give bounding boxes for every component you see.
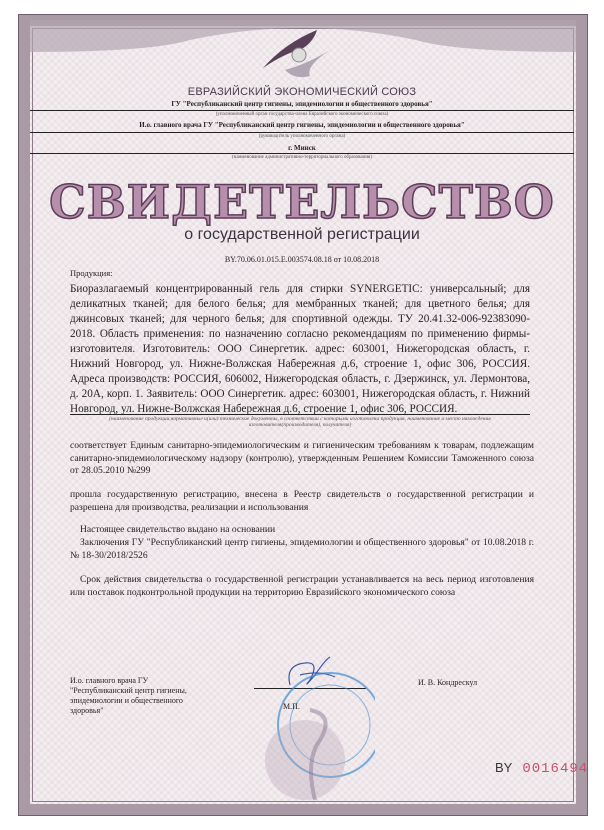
authority-name: ГУ "Республиканский центр гигиены, эпидемиологии и общественного здоровья" <box>171 100 433 108</box>
divider <box>70 414 530 415</box>
divider <box>30 132 574 133</box>
product-caption: (наименование продукции,нормативные и(или) технические документы, в соответствии с которыми изготовлена продукция, наименование и место нахождения изготовителя(производителя), получателя) <box>109 416 491 428</box>
eaeu-logo <box>255 28 345 83</box>
signer-position: И.о. главного врача ГУ "Республиканский центр гигиены, эпидемиологии и общественного здоровья" <box>70 676 187 715</box>
validity-text: Срок действия свидетельства о государственной регистрации устанавливается на весь период изготовления или поставок подконтрольной продукции на территорию Евразийского экономического союза <box>70 574 534 598</box>
head-caption: (руководитель уполномоченного органа) <box>258 134 346 139</box>
city-name: г. Минск <box>288 144 316 152</box>
serial-number <box>495 760 588 777</box>
city-caption: (наименование административно-территориального образования) <box>231 155 372 160</box>
serial-prefix: BY <box>495 760 513 775</box>
official-seal <box>255 670 375 820</box>
stamp-label: М.П. <box>283 702 300 711</box>
registration-text: прошла государственную регистрацию, внесена в Реестр свидетельств о государственной регистрации и разрешена для производства, реализации и использования <box>70 489 534 513</box>
product-label: Продукция: <box>70 268 113 278</box>
authority-caption: (уполномоченный орган государства-члена Евразийского экономического союза) <box>215 112 389 117</box>
document-subtitle: о государственной регистрации <box>184 226 420 243</box>
head-name: И.о. главного врача ГУ "Республиканский центр гигиены, эпидемиологии и общественного здоровья" <box>139 121 465 129</box>
product-description: Биоразлагаемый концентрированный гель для стирки SYNERGETIC: универсальный; для деликатных тканей; для белого белья; для мембранных тканей; для цветного белья; для джинсовых тканей; для черного белья; для спортивной одежды. ТУ 20.41.32-006-92383090-2018. Область применения: по назначению согласно рекомендациям по применению фирмы-изготовителя. Изготовитель: ООО Синергетик. адрес: 603001, Нижегородская область, г. Нижний Новгород, ул. Нижне-Волжская Набережная д.6, строение 1, офис 306, РОССИЯ. Адреса производств: РОССИЯ, 606002, Нижегородская область, г. Дзержинск, ул. Лермонтова, д. 20А, корп. 1. Заявитель: ООО Синергетик. адрес: 603001, Нижегородская область, г. Нижний Новгород, ул. Нижне-Волжская Набережная д.6, строение 1, офис 306, РОССИЯ. <box>70 283 530 415</box>
signer-name: И. В. Кондрескул <box>418 678 478 687</box>
divider <box>30 110 574 111</box>
basis-intro: Настоящее свидетельство выдано на основании <box>80 524 276 535</box>
basis-text: Заключения ГУ "Республиканский центр гигиены, эпидемиологии и общественного здоровья" от 10.08.2018 г. № 18-30/2018/2526 <box>70 537 534 561</box>
union-title: ЕВРАЗИЙСКИЙ ЭКОНОМИЧЕСКИЙ СОЮЗ <box>187 86 417 98</box>
conformity-text: соответствует Единым санитарно-эпидемиологическим и гигиеническим требованиям к товарам, подлежащим санитарно-эпидемиологическому надзору (контролю), утвержденным Решением Комиссии Таможенного союза от 28.05.2010 №299 <box>70 440 534 476</box>
divider <box>30 153 574 154</box>
serial-digits: 0016494 <box>522 761 589 777</box>
document-title: СВИДЕТЕЛЬСТВО <box>49 175 555 229</box>
certificate-number: BY.70.06.01.015.E.003574.08.18 от 10.08.2018 <box>224 255 380 264</box>
